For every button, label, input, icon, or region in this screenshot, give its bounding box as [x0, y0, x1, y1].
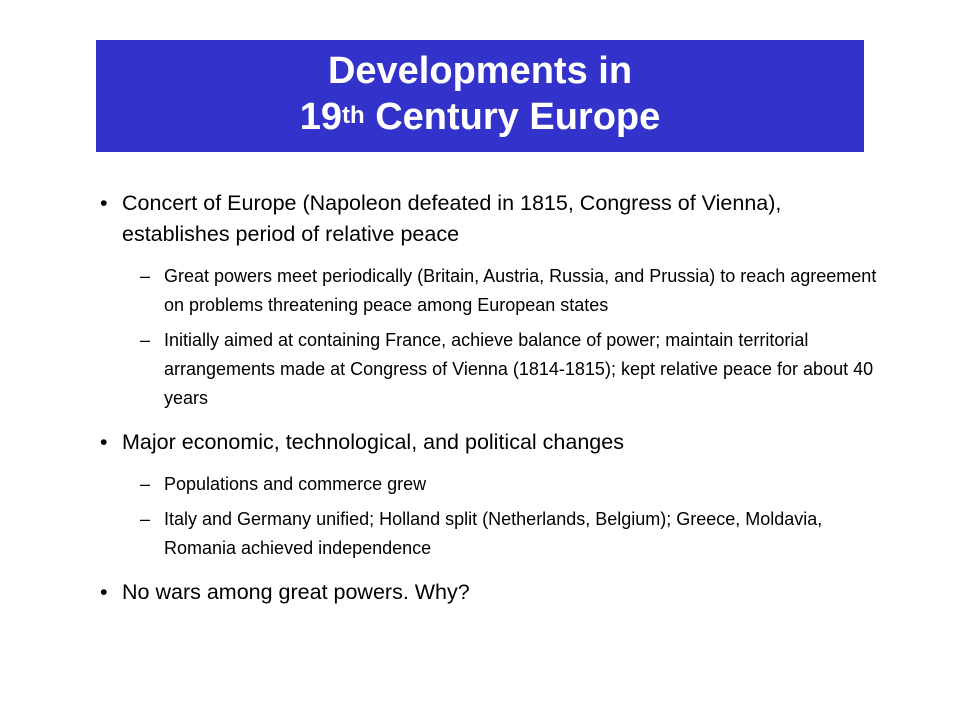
bullet-list — [100, 188, 880, 620]
sub-bullet-item — [140, 470, 880, 499]
sub-bullet-item — [140, 326, 880, 413]
sub-bullet-item — [140, 262, 880, 320]
title-line-2 — [300, 94, 661, 145]
sub-bullet-text: Italy and Germany unified; Holland split (Netherlands, Belgium); Greece, Moldavia, Romania achieved independence — [164, 509, 823, 558]
title-line-1: Developments in — [327, 49, 633, 92]
bullet-item — [100, 427, 880, 458]
title-century-text: Century Europe — [364, 95, 661, 138]
title-ordinal-suffix: th — [342, 101, 365, 129]
dash-marker: – — [140, 474, 151, 494]
slide-title — [96, 40, 864, 152]
bullet-marker: • — [100, 580, 108, 604]
dash-marker: – — [140, 266, 151, 286]
dash-marker: – — [140, 509, 151, 529]
bullet-item — [100, 188, 880, 250]
bullet-text: Major economic, technological, and political changes — [122, 430, 624, 454]
sub-bullet-text: Populations and commerce grew — [164, 474, 427, 494]
title-century-number: 19 — [299, 95, 342, 138]
sub-bullet-text: Great powers meet periodically (Britain, Austria, Russia, and Prussia) to reach agreement on problems threatening peace among European states — [164, 266, 877, 315]
bullet-marker: • — [100, 430, 108, 454]
bullet-text: No wars among great powers. Why? — [122, 580, 470, 604]
sub-bullet-text: Initially aimed at containing France, achieve balance of power; maintain territorial arrangements made at Congress of Vienna (1814-1815); kept relative peace for about 40 years — [164, 330, 874, 408]
dash-marker: – — [140, 330, 151, 350]
bullet-marker: • — [100, 191, 108, 215]
sub-bullet-item — [140, 505, 880, 563]
bullet-item — [100, 577, 880, 608]
bullet-text: Concert of Europe (Napoleon defeated in 1815, Congress of Vienna), establishes period of relative peace — [122, 191, 782, 246]
